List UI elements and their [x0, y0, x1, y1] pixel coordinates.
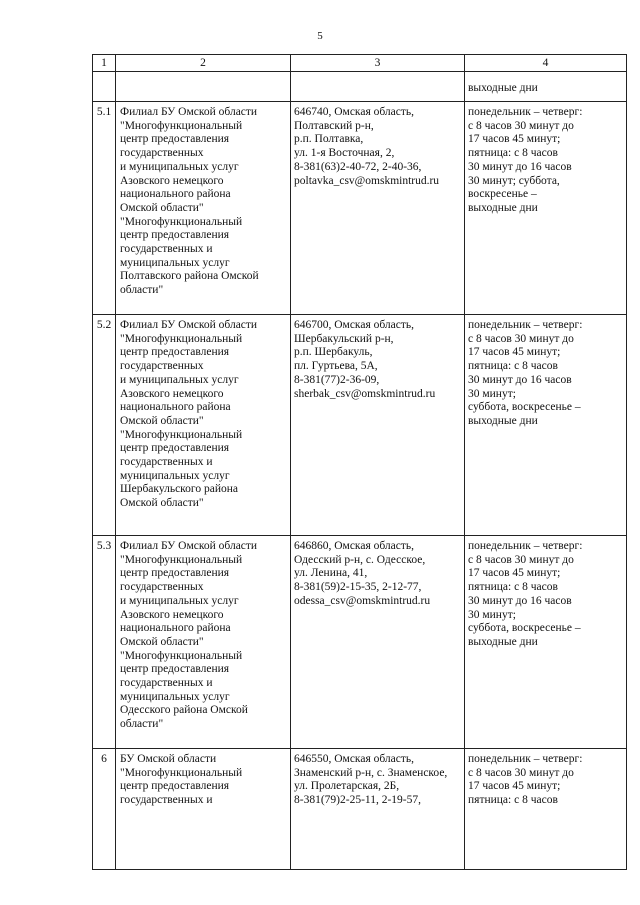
address-contacts: 646550, Омская область, Знаменский р-н, с. Знаменское, ул. Пролетарская, 2Б, 8-381(79)2-25-11, 2-19-57,	[294, 753, 448, 807]
address-contacts: 646860, Омская область, Одесский р-н, с. Одесское, ул. Ленина, 41, 8-381(59)2-15-35, 2-12-77, odessa_csv@omskmintrud.ru	[294, 540, 431, 607]
table-row	[93, 749, 627, 870]
address-contacts: 646700, Омская область, Шербакульский р-н, р.п. Шербакуль, пл. Гуртьева, 5А, 8-381(77)2-36-09, sherbak_csv@omskmintrud.ru	[294, 319, 436, 400]
table-row	[93, 315, 627, 536]
table-row	[93, 536, 627, 749]
working-hours: понедельник – четверг: с 8 часов 30 минут до 17 часов 45 минут; пятница: с 8 часов 30 минут до 16 часов 30 минут; суббота, воскресенье – выходные дни	[468, 540, 583, 648]
organization-name: Филиал БУ Омской области "Многофункциональный центр предоставления государственных и муниципальных услуг Азовского немецкого национального района Омской области" "Многофункциональный центр предоставления государственных и муниципальных услуг Полтавского района Омской области"	[120, 106, 259, 297]
mfc-offices-table	[92, 54, 627, 870]
organization-name: БУ Омской области "Многофункциональный центр предоставления государственных и	[120, 753, 243, 807]
table-row	[93, 102, 627, 315]
working-hours: выходные дни	[468, 82, 538, 94]
working-hours: понедельник – четверг: с 8 часов 30 минут до 17 часов 45 минут; пятница: с 8 часов 30 минут до 16 часов 30 минут; суббота, воскресенье – выходные дни	[468, 106, 583, 214]
row-number: 5.3	[96, 540, 112, 552]
address-contacts: 646740, Омская область, Полтавский р-н, р.п. Полтавка, ул. 1-я Восточная, 2, 8-381(63)2-40-72, 2-40-36, poltavka_csv@omskmintrud.ru	[294, 106, 440, 187]
row-number: 5.1	[96, 106, 112, 118]
row-number: 6	[101, 753, 107, 765]
column-number-1: 1	[93, 55, 116, 72]
column-number-3: 3	[291, 55, 465, 72]
working-hours: понедельник – четверг: с 8 часов 30 минут до 17 часов 45 минут; пятница: с 8 часов	[468, 753, 583, 807]
working-hours: понедельник – четверг: с 8 часов 30 минут до 17 часов 45 минут; пятница: с 8 часов 30 минут до 16 часов 30 минут; суббота, воскресенье – выходные дни	[468, 319, 583, 427]
table-header-row	[93, 55, 627, 72]
column-number-2: 2	[116, 55, 291, 72]
table-row-continuation	[93, 72, 627, 102]
row-number: 5.2	[96, 319, 112, 331]
column-number-4: 4	[465, 55, 627, 72]
organization-name: Филиал БУ Омской области "Многофункциональный центр предоставления государственных и муниципальных услуг Азовского немецкого национального района Омской области" "Многофункциональный центр предоставления государственных и муниципальных услуг Одесского района Омской области"	[120, 540, 258, 731]
organization-name: Филиал БУ Омской области "Многофункциональный центр предоставления государственных и муниципальных услуг Азовского немецкого национального района Омской области" "Многофункциональный центр предоставления государственных и муниципальных услуг Шербакульского района Омской области"	[120, 319, 258, 510]
page-number: 5	[317, 30, 323, 42]
